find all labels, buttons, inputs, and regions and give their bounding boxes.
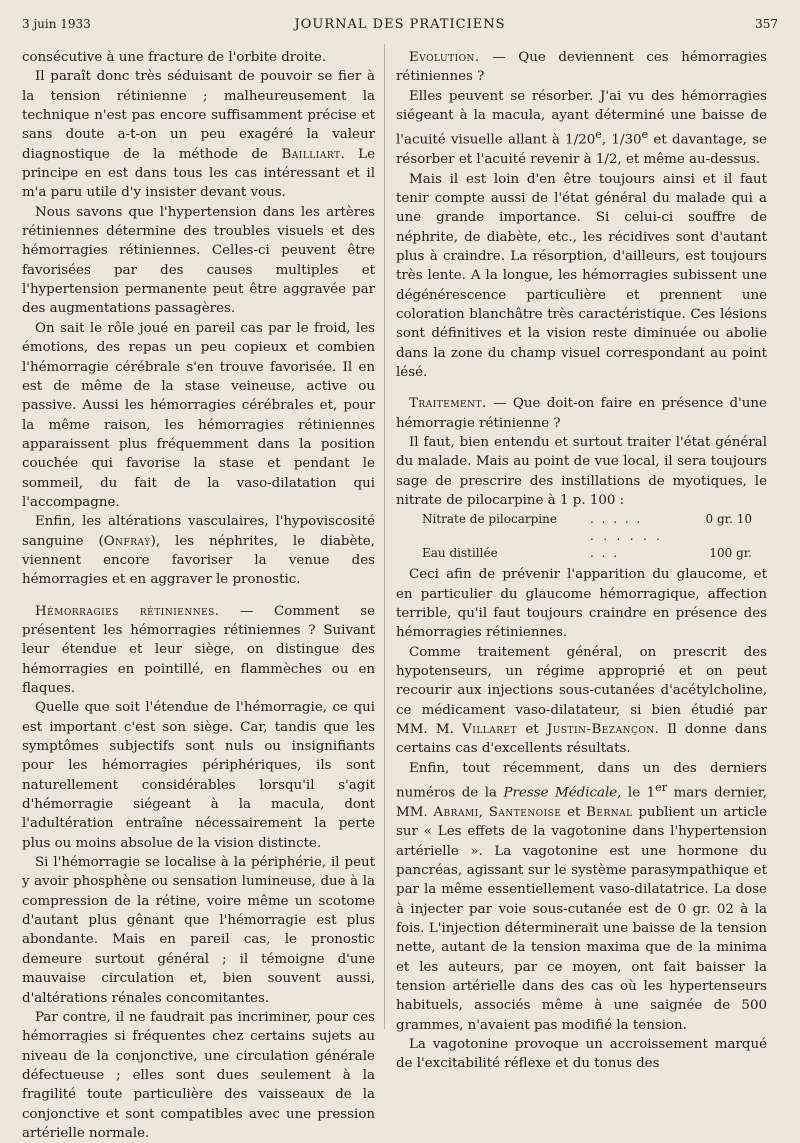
paragraph: Comme traitement général, on prescrit des hypotenseurs, un régime approprié et on peut recourir aux injections sous-cutanées d'acétylcholine, ce médicament vaso-dilatateur, si bien étudié par MM. M. Villaret et Justin-Bezançon. Il donne dans certains cas d'excellents résultats. — [396, 644, 767, 757]
paragraph: Enfin, tout récemment, dans un des derniers numéros de la Presse Médicale, le 1er mars dernier, MM. Abrami, Santenoise et Bernal publient un article sur « Les effets de la vagotonine dans l'hypertension artérielle ». La vagotonine est une hormone du pancréas, agissant sur le système parasympathique et par la même essentiellement vaso-dilatatrice. La dose à injecter par voie sous-cutanée est de 0 gr. 02 à la fois. L'injection déterminerait une baisse de la tension nette, autant de la tension maxima que de la minima et les auteurs, par ce moyen, ont fait baisser la tension artérielle dans des cas où les hypertenseurs habituels, associés même à une saignée de 500 grammes, n'avaient pas modifié la tension. — [396, 760, 768, 1033]
paragraph: Il faut, bien entendu et surtout traiter l'état général du malade. Mais au point de vue local, il sera toujours sage de prescrire des instillations de myotiques, le nitrate de pilocarpine à 1 p. 100 : — [396, 435, 767, 509]
formula-row: Eau distillée. . . . . . . . . 100 gr. — [422, 529, 752, 561]
section-heading: Hémorragies rétiniennes. — [35, 603, 220, 619]
paragraph: Ceci afin de prévenir l'apparition du glaucome, et en particulier du glaucome hémorragique, affection terrible, qu'il faut toujours craindre en présence des hémorragies rétiniennes. — [396, 567, 767, 641]
header-journal-title: JOURNAL DES PRATICIENS — [294, 17, 506, 32]
author-name: Justin-Bezançon — [546, 722, 655, 738]
section-paragraph: Hémorragies rétiniennes. — Comment se présentent les hémorragies rétiniennes ? Suivant leur étendue et leur siège, on distingue des hémorragies en pointillé, en flammèches ou en flaques. — [22, 603, 375, 696]
header-page-number: 357 — [755, 17, 778, 31]
header-date: 3 juin 1933 — [22, 17, 91, 31]
journal-title: Presse Médicale — [503, 785, 618, 801]
author-name: Santenoise — [488, 804, 562, 820]
left-column — [22, 48, 375, 1143]
author-name: Bailliart — [281, 146, 341, 162]
formula-row: Nitrate de pilocarpine . . . . . 0 gr. 10 — [422, 512, 752, 527]
paragraph: Si l'hémorragie se localise à la périphérie, il peut y avoir phosphène ou sensation lumineuse, due à la compression de la rétine, voire même un scotome d'autant plus gênant que l'hémorragie est plus abondante. Mais en pareil cas, le pronostic demeure surtout général ; il témoigne d'une mauvaise circulation et, bien souvent aussi, d'altérations rénales concomitantes. — [22, 855, 375, 1006]
section-heading: Evolution. — [409, 50, 480, 65]
paragraph: La vagotonine provoque un accroissement marqué de l'excitabilité réflexe et du tonus des — [396, 1037, 767, 1072]
paragraph: Par contre, il ne faudrait pas incriminer, pour ces hémorragies si fréquentes chez certains sujets au niveau de la conjonctive, une circulation générale défectueuse ; elles sont dues seulement à la fragilité toute particulière des vaisseaux de la conjonctive et sont compatibles avec une pression artérielle normale. — [22, 1009, 375, 1141]
paragraph: Mais il est loin d'en être toujours ainsi et il faut tenir compte aussi de l'état général du malade qui a une grande importance. Si celui-ci souffre de néphrite, de diabète, etc., les récidives sont d'autant plus à craindre. La résorption, d'ailleurs, est toujours très lente. A la longue, les hémorragies subissent une dégénérescence particulière et prennent une coloration blanchâtre très caractéristique. Ces lésions sont définitives et la vision reste diminuée ou abolie dans la zone du champ visuel correspondant au point lésé. — [396, 171, 767, 380]
author-name: Onfray — [103, 533, 151, 549]
paragraph: Il paraît donc très séduisant de pouvoir se fier à la tension rétinienne ; malheureusement la technique n'est pas encore suffisamment précise et sans doute a-t-on un peu exagéré la valeur diagnostique de la méthode de Bailliart. Le principe en est dans tous les cas intéressant et il m'a paru utile d'y insister devant vous. — [22, 69, 375, 201]
column-divider — [384, 44, 385, 1029]
paragraph: On sait le rôle joué en pareil cas par le froid, les émotions, des repas un peu copieux et combien l'hémorragie cérébrale s'en trouve favorisée. Il en est de même de la stase veineuse, active ou passive. Aussi les hémorragies cérébrales et, pour la même raison, les hémorragies rétiniennes apparaissent plus fréquemment dans la position couchée qui favorise la stase et pendant le sommeil, du fait de la vaso-dilatation qui l'accompagne. — [22, 320, 375, 510]
paragraph: Enfin, les altérations vasculaires, l'hypoviscosité sanguine (Onfray), les néphrites, le diabète, viennent encore favoriser la venue des hémorragies et en aggraver le pronostic. — [22, 514, 375, 588]
paragraph: Elles peuvent se résorber. J'ai vu des hémorragies siégeant à la macula, ayant déterminé une baisse de l'acuité visuelle allant à 1/20e, 1/30e et davantage, se résorber et l'acuité revenir à 1/2, et même au-dessus. — [396, 88, 767, 168]
author-name: Bernal — [586, 804, 633, 820]
section-paragraph: Traitement. — Que doit-on faire en présence d'une hémorragie rétinienne ? — [396, 396, 767, 431]
author-name: Villaret — [462, 722, 518, 738]
paragraph: Nous savons que l'hypertension dans les artères rétiniennes détermine des troubles visuels et des hémorragies rétiniennes. Celles-ci peuvent être favorisées par des causes multiples et l'hypertension permanente peut être aggravée par des augmentations passagères. — [22, 204, 375, 317]
author-name: Abrami — [433, 804, 479, 820]
right-column — [396, 48, 767, 1074]
section-heading: Traitement. — [409, 396, 487, 412]
prescription-formula — [422, 511, 767, 562]
section-paragraph: Evolution. — Que deviennent ces hémorragies rétiniennes ? — [396, 50, 767, 85]
paragraph: consécutive à une fracture de l'orbite droite. — [22, 50, 327, 65]
running-header — [22, 17, 778, 35]
paragraph: Quelle que soit l'étendue de l'hémorragie, ce qui est important c'est son siège. Car, tandis que les symptômes subjectifs sont nuls ou insignifiants pour les hémorragies périphériques, ils sont naturellement considérables lorsqu'il s'agit d'hémorragie siégeant à la macula, dont l'adultération entraîne nécessairement la perte plus ou moins absolue de la vision distincte. — [22, 700, 375, 851]
